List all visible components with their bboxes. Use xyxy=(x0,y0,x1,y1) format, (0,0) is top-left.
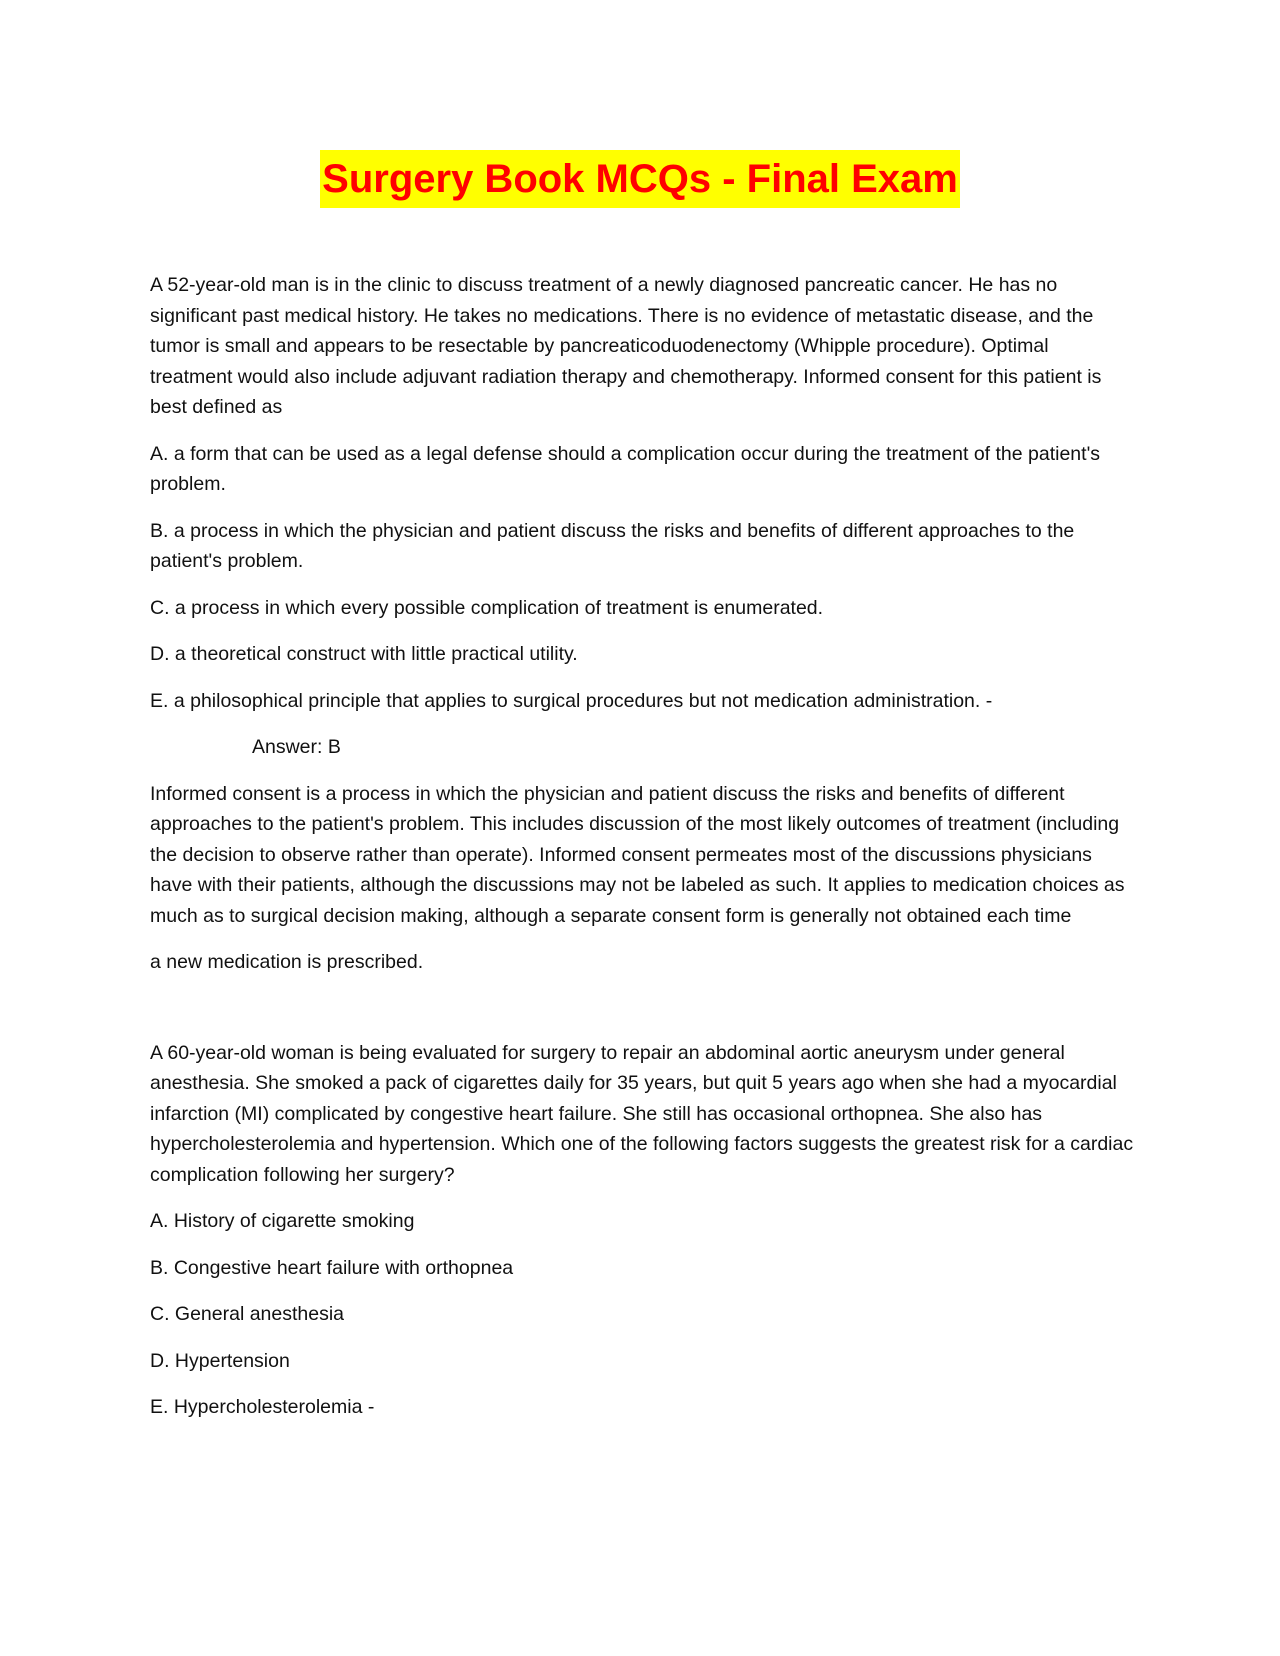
question-1-answer: Answer: B xyxy=(252,736,341,758)
question-1-explanation: Informed consent is a process in which the physician and patient discuss the risks and benefits of different approaches to the patient's problem. This includes discussion of the most likely outcomes of treatment (including the decision to observe rather than operate). Informed consent permeates most of the discussions physicians have with their patients, although the discussions may not be labeled as such. It applies to medication choices as much as to surgical decision making, although a separate consent form is generally not obtained each time xyxy=(150,782,1125,927)
question-1-option-b: B. a process in which the physician and patient discuss the risks and benefits of different approaches to the patient's problem. xyxy=(150,519,1075,572)
question-1-stem: A 52-year-old man is in the clinic to discuss treatment of a newly diagnosed pancreatic cancer. He has no significant past medical history. He takes no medications. There is no evidence of metastatic disease, and the tumor is small and appears to be resectable by pancreaticoduodenectomy (Whipple procedure). Optimal treatment would also include adjuvant radiation therapy and chemotherapy. Informed consent for this patient is best defined as xyxy=(150,274,1102,418)
title-container xyxy=(0,150,1280,208)
question-1-option-d: D. a theoretical construct with little practical utility. xyxy=(150,643,578,665)
question-2-stem: A 60-year-old woman is being evaluated for surgery to repair an abdominal aortic aneurysm under general anesthesia. She smoked a pack of cigarettes daily for 35 years, but quit 5 years ago when she had a myocardial infarction (MI) complicated by congestive heart failure. She still has occasional orthopnea. She also has hypercholesterolemia and hypertension. Which one of the following factors suggests the greatest risk for a cardiac complication following her surgery? xyxy=(150,1041,1134,1186)
question-2-option-b: B. Congestive heart failure with orthopnea xyxy=(150,1256,514,1279)
question-separator xyxy=(150,994,1135,1038)
question-1-option-a: A. a form that can be used as a legal defense should a complication occur during the treatment of the patient's problem. xyxy=(150,442,1101,495)
question-2-option-a: A. History of cigarette smoking xyxy=(150,1210,415,1232)
question-1-explanation-continued: a new medication is prescribed. xyxy=(150,951,424,973)
document-title: Surgery Book MCQs - Final Exam xyxy=(320,150,960,208)
question-2-option-d: D. Hypertension xyxy=(150,1349,290,1372)
question-1-option-e: E. a philosophical principle that applies to surgical procedures but not medication administration. - xyxy=(150,689,993,712)
question-2-option-c: C. General anesthesia xyxy=(150,1303,345,1325)
question-2-option-e: E. Hypercholesterolemia - xyxy=(150,1396,375,1418)
question-1-option-c: C. a process in which every possible complication of treatment is enumerated. xyxy=(150,596,824,619)
document-body xyxy=(150,270,1135,1439)
